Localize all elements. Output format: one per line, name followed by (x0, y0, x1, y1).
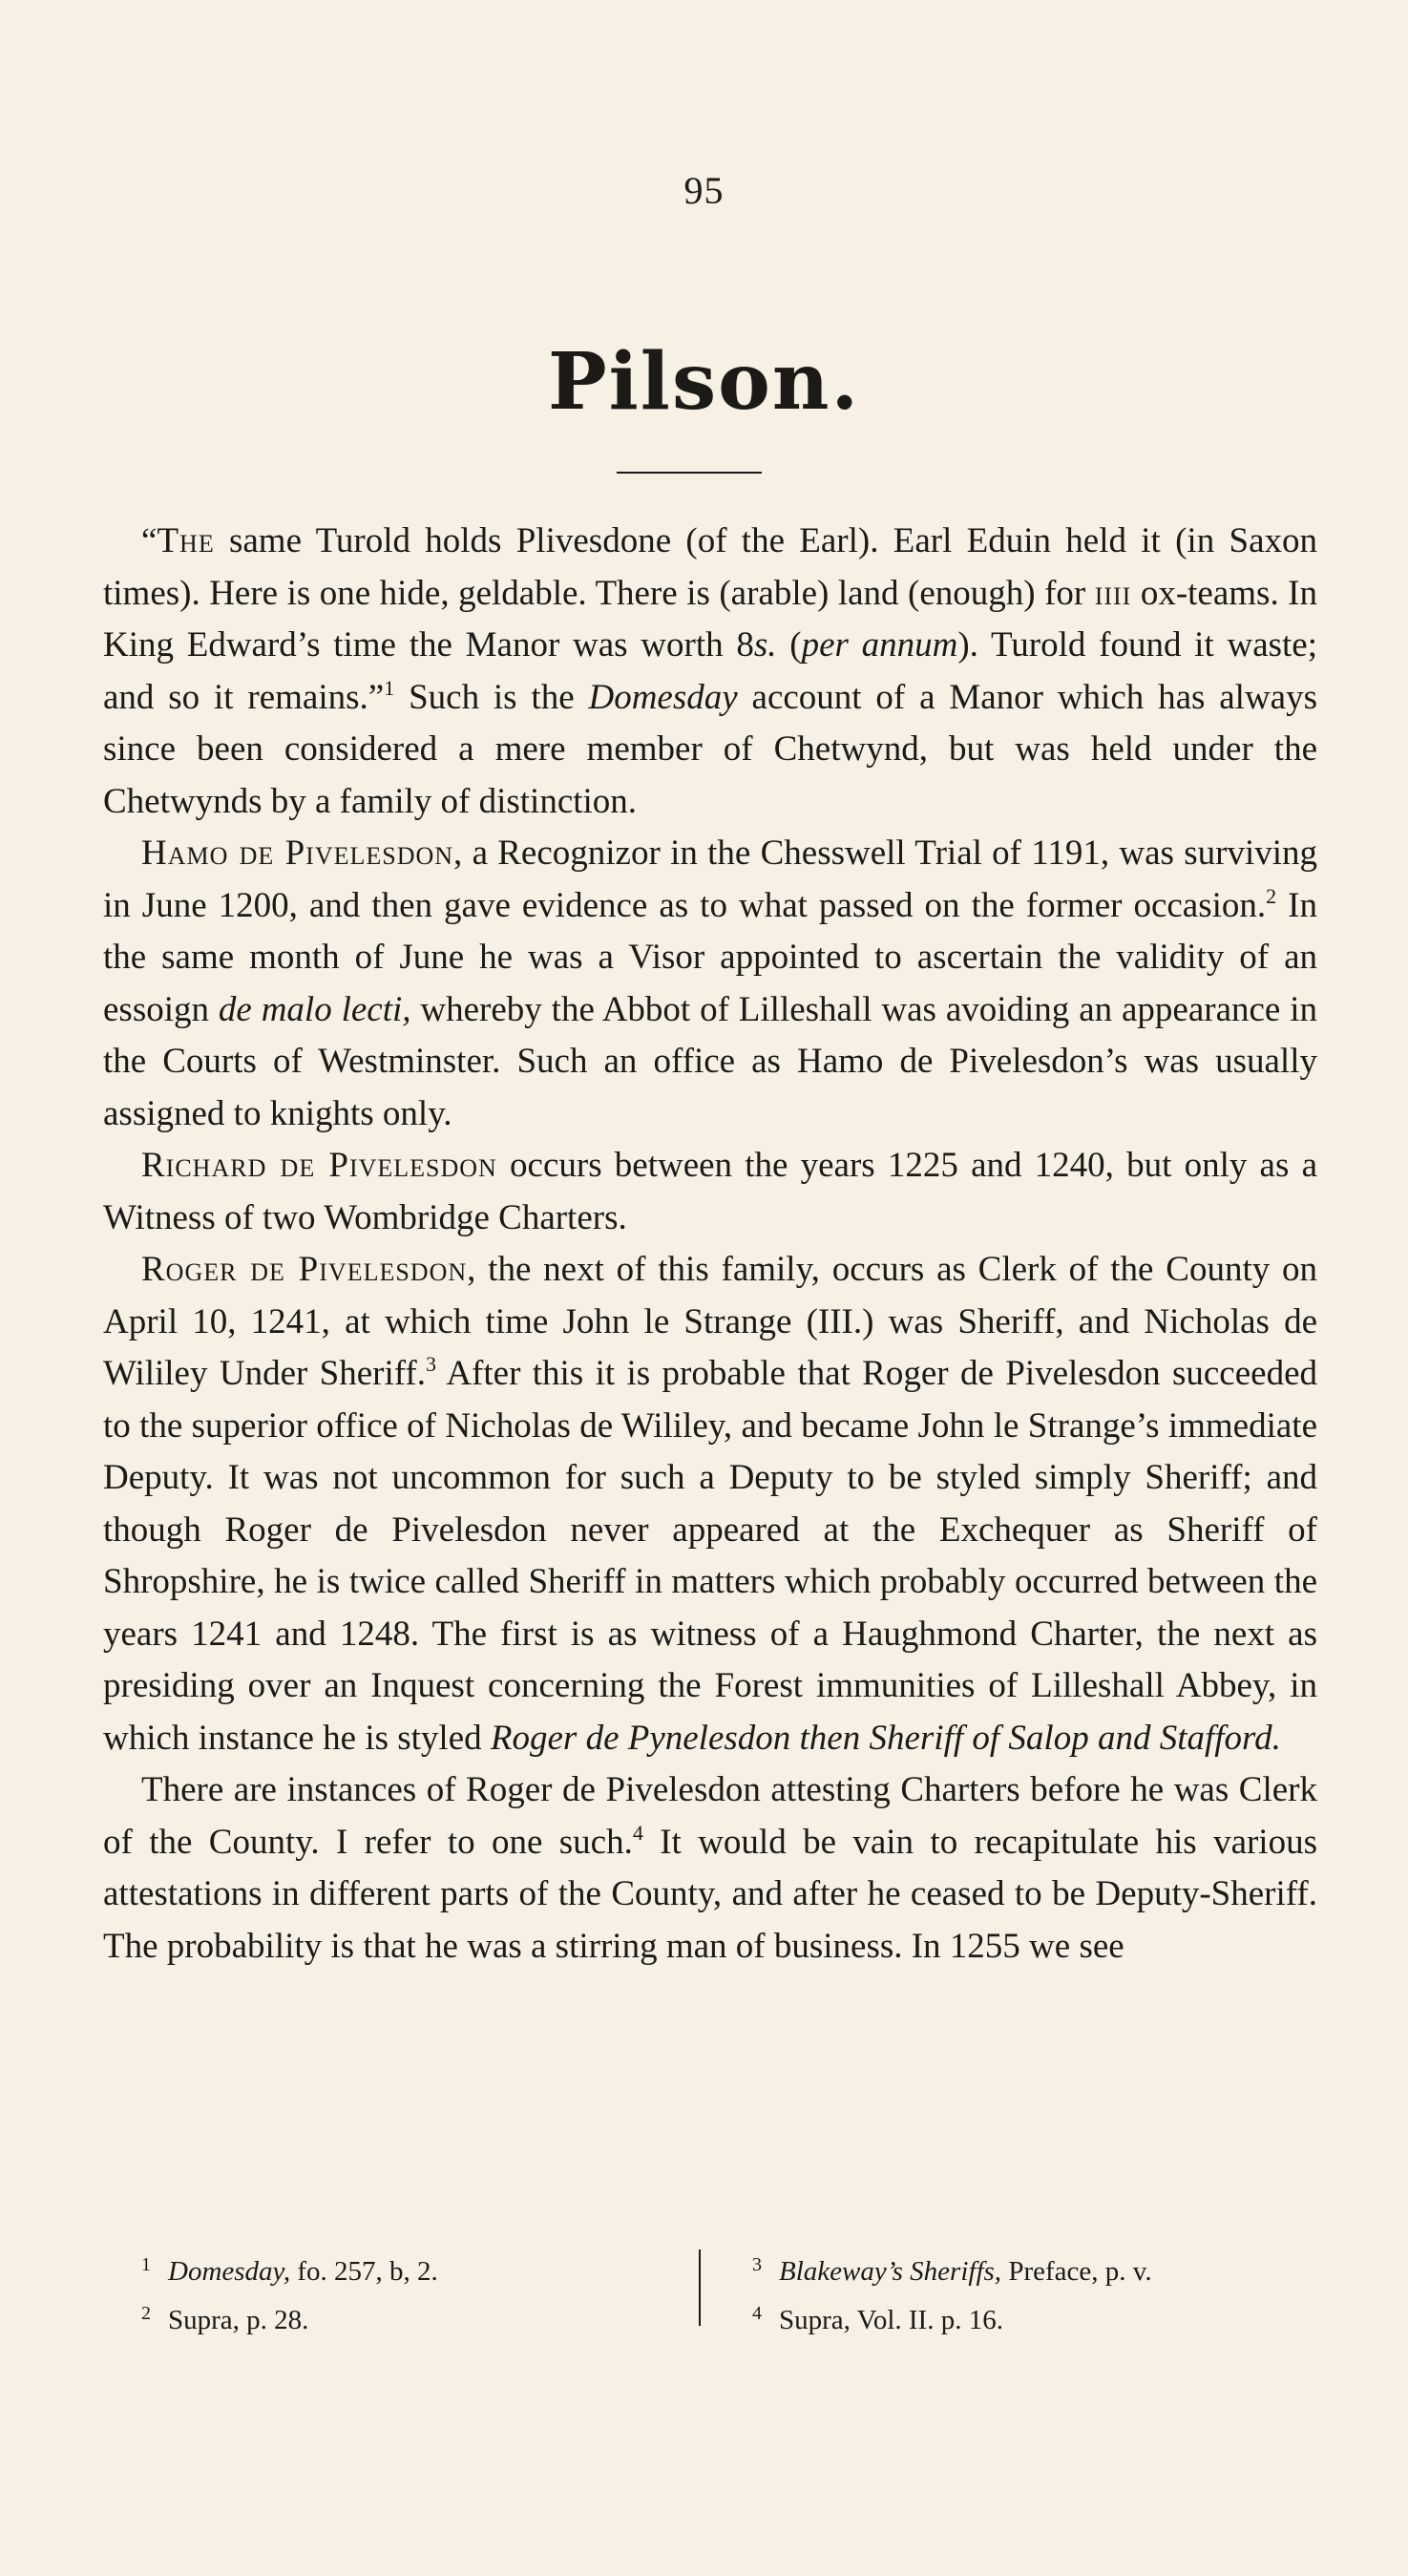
person-name: Richard de Pivelesdon (141, 1146, 497, 1185)
latin-phrase: per annum (801, 625, 958, 665)
page-title: Pilson. (548, 336, 860, 428)
paragraph-4 (103, 1244, 1317, 1764)
footnote-number: 3 (752, 2254, 762, 2275)
footnote-2 (141, 2292, 676, 2341)
text-run: account of a Manor which has always since been considered a mere member of Chetwynd, but was held under the Chetwynds by a family of distinction. (103, 677, 1317, 821)
footnote-ref-2[interactable]: 2 (1266, 883, 1277, 908)
footnote-text: Supra, Vol. II. p. 16. (779, 2305, 1003, 2335)
footnote-number: 4 (752, 2303, 762, 2324)
text-run: ( (776, 625, 802, 665)
title-rule (617, 472, 762, 474)
text-run: ox-teams. In King Edward’s time the Manor was worth 8 (103, 573, 1317, 665)
footnote-3 (752, 2244, 1287, 2292)
footnote-column-left (141, 2244, 676, 2341)
italic-title: Roger de Pynelesdon then Sheriff of Salop and Stafford. (490, 1718, 1281, 1758)
footnote-italic: Blakeway’s Sheriffs, (779, 2256, 1002, 2287)
footnote-4 (752, 2292, 1287, 2341)
paragraph-3 (103, 1140, 1317, 1244)
person-name: Hamo de Pivelesdon (141, 834, 454, 873)
page-number: 95 (683, 169, 725, 212)
paragraph-2 (103, 828, 1317, 1140)
person-name: Roger de Pivelesdon (141, 1250, 468, 1289)
book-title: Domesday (588, 677, 738, 717)
text-run: In the same month of June he was a Visor appointed to ascertain the validity of an essoign (103, 885, 1317, 1029)
body-text (103, 516, 1317, 1973)
paragraph-1 (103, 516, 1317, 828)
text-run: whereby the Abbot of Lilleshall was avoiding an appearance in the Courts of Westminster. Such an office as Hamo de Pivelesdon’s was usually assigned to knights only. (103, 989, 1318, 1133)
text-run: , a Recognizor in the Chesswell Trial of 1191, was surviving in June 1200, and then gave evidence as to what passed on the former occasion. (103, 834, 1317, 925)
lead-word: The (157, 521, 215, 560)
paragraph-5 (103, 1764, 1317, 1973)
footnote-italic: Domesday, (168, 2256, 291, 2287)
text-run: It would be vain to recapitulate his various attestations in different parts of the County, and after he ceased to be Deputy-Sheriff. The probability is that he was a stirring man of business. In 1255 we see (103, 1822, 1317, 1966)
footnote-text: Supra, p. 28. (168, 2305, 309, 2335)
footnote-divider (699, 2249, 701, 2326)
footnote-text: fo. 257, b, 2. (290, 2256, 438, 2287)
footnote-number: 2 (141, 2303, 151, 2324)
text-run: There are instances of Roger de Pivelesdon attesting Charters before he was Clerk of the County. I refer to one such. (103, 1770, 1317, 1862)
latin-phrase: de malo lecti, (218, 989, 411, 1029)
footnotes (103, 2244, 1317, 2335)
text-run: ). Turold found it waste; and so it remains.” (103, 625, 1318, 717)
footnote-ref-3[interactable]: 3 (426, 1352, 436, 1376)
footnote-number: 1 (141, 2254, 151, 2275)
footnote-text: Preface, p. v. (1001, 2256, 1152, 2287)
shillings-abbr: s. (753, 625, 777, 665)
footnote-column-right (752, 2244, 1287, 2341)
text-run: , the next of this family, occurs as Clerk of the County on April 10, 1241, at which time John le Strange (III.) was Sheriff, and Nicholas de Wililey Under Sheriff. (103, 1250, 1318, 1393)
footnote-ref-1[interactable]: 1 (384, 675, 395, 700)
text-run: Such is the (394, 677, 589, 717)
footnote-ref-4[interactable]: 4 (632, 1820, 643, 1845)
text-run: After this it is probable that Roger de Pivelesdon succeeded to the superior office of Nicholas de Wililey, and became John le Strange’s immediate Deputy. It was not uncommon for such a Deputy to be styled simply Sheriff; and though Roger de Pivelesdon never appeared at the Exchequer as Sheriff of Shropshire, he is twice called Sheriff in matters which probably occurred between the years 1241 and 1248. The first is as witness of a Haughmond Charter, the next as presiding over an Inquest concerning the Forest immunities of Lilleshall Abbey, in which instance he is styled (103, 1354, 1317, 1758)
footnote-1 (141, 2244, 676, 2292)
text-run: occurs between the years 1225 and 1240, but only as a Witness of two Wombridge Charters. (103, 1146, 1317, 1237)
text-run: same Turold holds Plivesdone (of the Earl). Earl Eduin held it (in Saxon times). Here is one hide, geldable. There is (arable) land (enough) for (103, 521, 1317, 613)
roman-numeral: iiii (1094, 573, 1132, 613)
open-quote: “ (141, 521, 158, 560)
